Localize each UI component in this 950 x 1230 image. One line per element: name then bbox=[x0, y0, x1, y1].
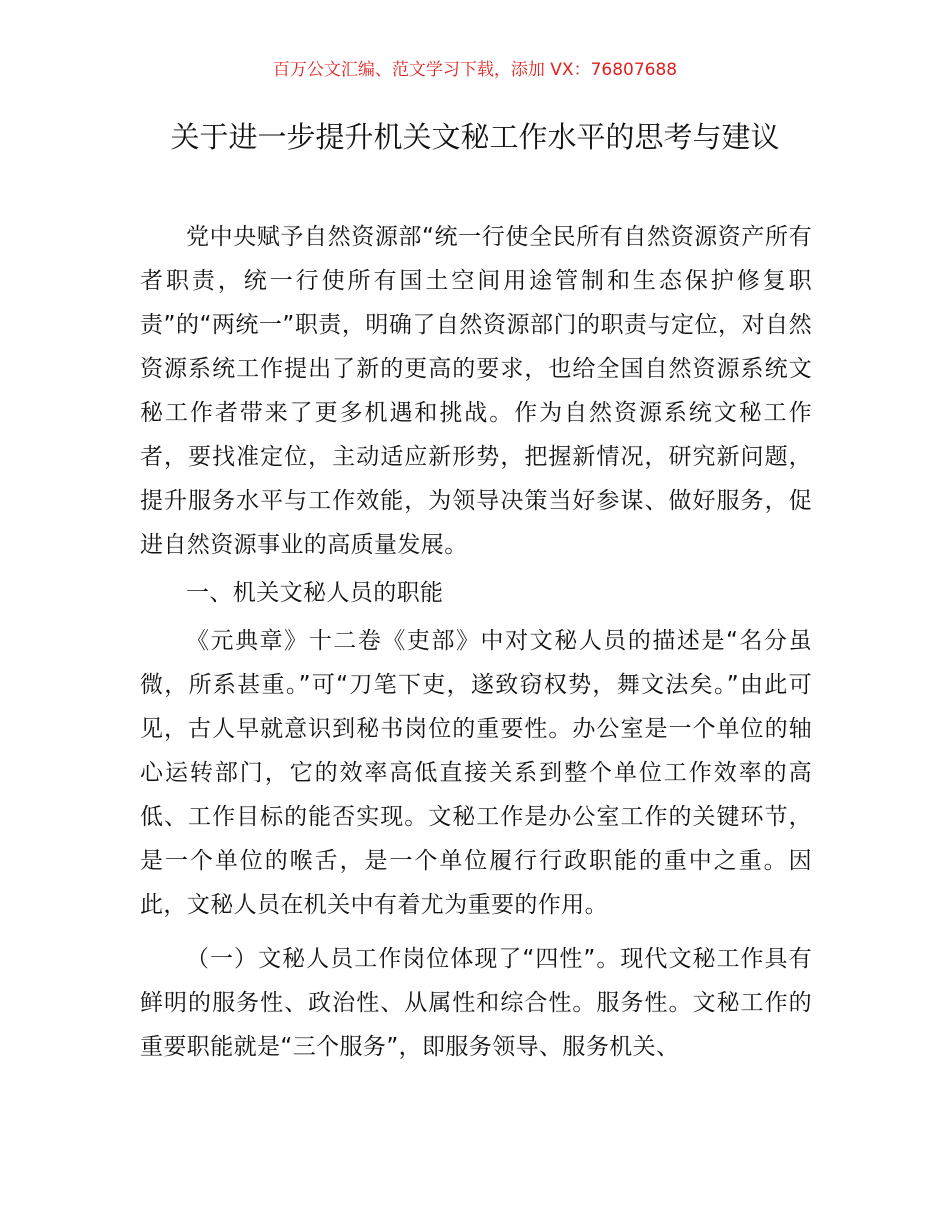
document-body bbox=[140, 215, 812, 1069]
document-title: 关于进一步提升机关文秘工作水平的思考与建议 bbox=[170, 120, 780, 154]
header-watermark-note: 百万公文汇编、范文学习下载，添加 VX：76807688 bbox=[272, 60, 678, 80]
intro-paragraph: 党中央赋予自然资源部“统一行使全民所有自然资源资产所有者职责，统一行使所有国土空间用途管制和生态保护修复职责”的“两统一”职责，明确了自然资源部门的职责与定位，对自然资源系统工作提出了新的更高的要求，也给全国自然资源系统文秘工作者带来了更多机遇和挑战。作为自然资源系统文秘工作者，要找准定位，主动适应新形势，把握新情况，研究新问题，提升服务水平与工作效能，为领导决策当好参谋、做好服务，促进自然资源事业的高质量发展。 bbox=[140, 224, 812, 558]
body-paragraph: 《元典章》十二卷《吏部》中对文秘人员的描述是“名分虽微，所系甚重。”可“刀笔下吏，遂致窃权势，舞文法矣。”由此可见，古人早就意识到秘书岗位的重要性。办公室是一个单位的轴心运转部门，它的效率高低直接关系到整个单位工作效率的高低、工作目标的能否实现。文秘工作是办公室工作的关键环节，是一个单位的喉舌，是一个单位履行行政职能的重中之重。因此，文秘人员在机关中有着尤为重要的作用。 bbox=[140, 628, 812, 918]
section-heading: 一、机关文秘人员的职能 bbox=[186, 580, 444, 606]
subsection-paragraph: （一）文秘人员工作岗位体现了“四性”。现代文秘工作具有鲜明的服务性、政治性、从属性和综合性。服务性。文秘工作的重要职能就是“三个服务”，即服务领导、服务机关、 bbox=[140, 946, 812, 1060]
